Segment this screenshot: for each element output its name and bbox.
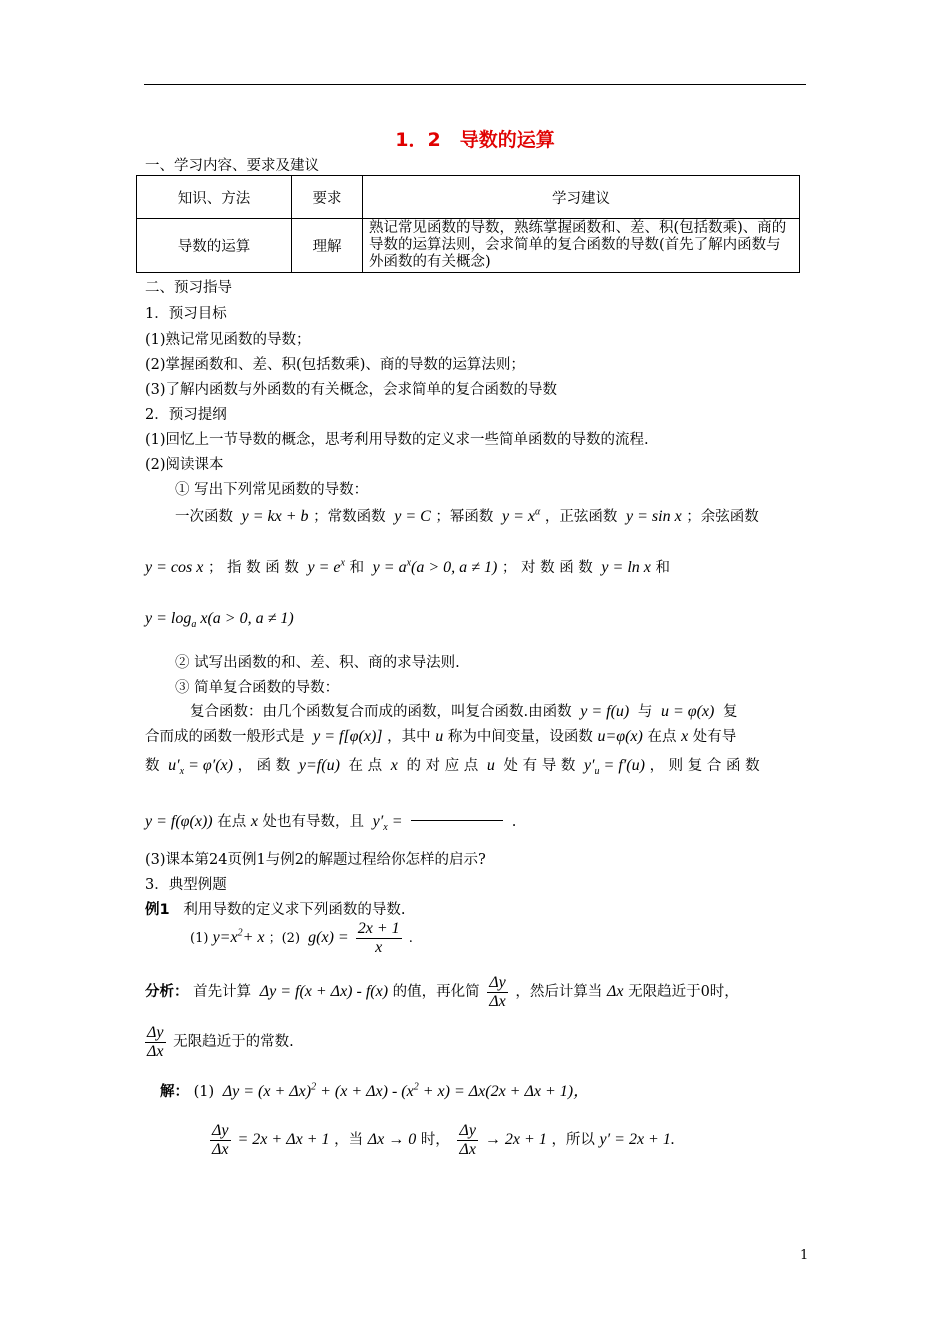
math-formula: y = ln x: [597, 559, 651, 576]
formula-line: 一次函数 y = kx + b ；常数函数 y = C ；幂函数 $y = x^\alpha$ ，正弦函数 y = sin x ；余弦函数: [175, 506, 759, 525]
math-formula: $y = e^x$: [303, 557, 345, 576]
outline-item: (1)回忆上一节导数的概念，思考利用导数的定义求一些简单函数的导数的流程.: [145, 432, 649, 448]
table-header: 学习建议: [363, 176, 800, 219]
math-formula: y = C: [390, 508, 431, 525]
answer-blank: [411, 820, 503, 821]
subheading: 3．典型例题: [145, 877, 227, 893]
example-heading: 例1 利用导数的定义求下列函数的导数.: [145, 902, 406, 918]
math-formula: u=φ(x): [597, 728, 643, 745]
composite-text: 复合函数：由几个函数复合而成的函数，叫复合函数.由函数 y = f(u) 与 u = φ(x) 复: [190, 703, 738, 720]
math-formula: y = f(u): [576, 703, 634, 720]
math-formula: $u'_x = \varphi'(x)$: [164, 757, 233, 778]
math-formula: $\frac{\Delta y}{\Delta x}$: [147, 1024, 164, 1060]
table-cell: 熟记常见函数的导数，熟练掌握函数和、差、积(包括数乘)、商的导数的运算法则，会求简单的复合函数的导数(首先了解内函数与外函数的有关概念): [363, 219, 800, 273]
outline-subitem: ③ 简单复合函数的导数：: [175, 680, 340, 696]
math-formula: y = f[φ(x)]: [309, 728, 383, 745]
analysis-line: 分析： 首先计算 Δy = f(x + Δx) - f(x) 的值，再化简 $\frac{\Delta y}{\Delta x}$ ，然后计算当 Δx 无限趋近于0时，: [145, 974, 739, 1010]
math-formula: $y = a^x(a > 0$, a ≠ 1): [368, 557, 498, 576]
math-formula: $y=x^2+ x$: [212, 927, 265, 947]
subheading: 2．预习提纲: [145, 407, 227, 423]
solution-line: 解： (1) $\Delta y = (x + \Delta x)^2 + (x + \Delta x) - (x^2 + x) = \Delta x(2x + \Delta x + 1)$，: [160, 1081, 590, 1100]
math-formula: y = cos x: [145, 559, 204, 576]
outline-subitem: ① 写出下列常见函数的导数：: [175, 482, 369, 498]
page-title: 1．2 导数的运算: [395, 129, 555, 151]
math-formula: u = φ(x): [656, 703, 719, 720]
math-formula: $\frac{\Delta y}{\Delta x}$ = 2x + Δx + 1: [212, 1122, 330, 1158]
composite-text: 合而成的函数一般形式是 y = f[φ(x)] ，其中 u 称为中间变量，设函数 u=φ(x) 在点 x 处有导: [145, 728, 737, 745]
math-formula: $y'_u = f'(u)$: [579, 757, 645, 778]
math-formula: Δy = f(x + Δx) - f(x): [255, 983, 389, 1001]
analysis-line: $\frac{\Delta y}{\Delta x}$ 无限趋近于的常数.: [147, 1024, 294, 1060]
goal-item: (2)掌握函数和、差、积(包括数乘)、商的导数的运算法则；: [145, 357, 525, 373]
table-header: 知识、方法: [137, 176, 292, 219]
page-number: 1: [800, 1248, 809, 1263]
math-formula: y′ = 2x + 1.: [599, 1131, 675, 1149]
composite-text: 数 $u'_x = \varphi'(x)$ ， 函 数 y=f(u) 在 点 x 的 对 应 点 u 处 有 导 数 $y'_u = f'(u)$ ， 则 复 合 函 数: [145, 757, 760, 778]
table-header: 要求: [292, 176, 363, 219]
math-formula: y = f(φ(x)): [145, 813, 213, 830]
solution-line: $\frac{\Delta y}{\Delta x}$ = 2x + Δx + 1 ，当 Δx → 0 时， $\frac{\Delta y}{\Delta x}$ → 2x + 1 ，所以 y′ = 2x + 1.: [212, 1122, 675, 1158]
header-rule: [144, 84, 806, 85]
formula-line: [145, 610, 294, 630]
outline-item: (2)阅读课本: [145, 457, 224, 473]
math-formula: y = kx + b: [237, 508, 309, 525]
composite-text: y = f(φ(x)) 在点 x 处也有导数，且 $y'_x$ = .: [145, 813, 517, 834]
outline-subitem: ② 试写出函数的和、差、积、商的求导法则.: [175, 655, 460, 671]
outline-item: (3)课本第24页例1与例2的解题过程给你怎样的启示?: [145, 852, 486, 868]
math-formula: g(x) = $\frac{2x + 1}{x}$: [304, 920, 400, 956]
math-formula: $\Delta y = (x + \Delta x)^2 + (x + \Delta x) - (x^2 + x) = \Delta x(2x + \Delta x + 1)$，: [218, 1081, 590, 1100]
math-formula: $y'_x$ =: [368, 813, 403, 834]
section-heading-1: 一、学习内容、要求及建议: [145, 158, 319, 174]
example-formulas: (1) $y=x^2+ x$ ；(2) g(x) = $\frac{2x + 1}{x}$ .: [190, 920, 413, 956]
math-formula: $y = \log_a x(a > 0$, a ≠ 1): [145, 610, 294, 631]
goal-item: (3)了解内函数与外函数的有关概念，会求简单的复合函数的导数: [145, 382, 558, 398]
goal-item: (1)熟记常见函数的导数；: [145, 332, 311, 348]
math-formula: y = sin x: [622, 508, 682, 525]
math-formula: $\frac{\Delta y}{\Delta x}$ → 2x + 1: [459, 1122, 547, 1158]
table-cell: 理解: [292, 219, 363, 273]
formula-line: y = cos x ； 指 数 函 数 $y = e^x$ 和 $y = a^x(a > 0$, a ≠ 1) ； 对 数 函 数 y = ln x 和: [145, 557, 670, 576]
math-formula: $\frac{\Delta y}{\Delta x}$: [489, 974, 506, 1010]
requirements-table: [136, 175, 800, 273]
table-cell: 导数的运算: [137, 219, 292, 273]
section-heading-2: 二、预习指导: [145, 280, 232, 296]
subheading: 1．预习目标: [145, 306, 227, 322]
math-formula: $y = x^\alpha$: [498, 506, 541, 525]
